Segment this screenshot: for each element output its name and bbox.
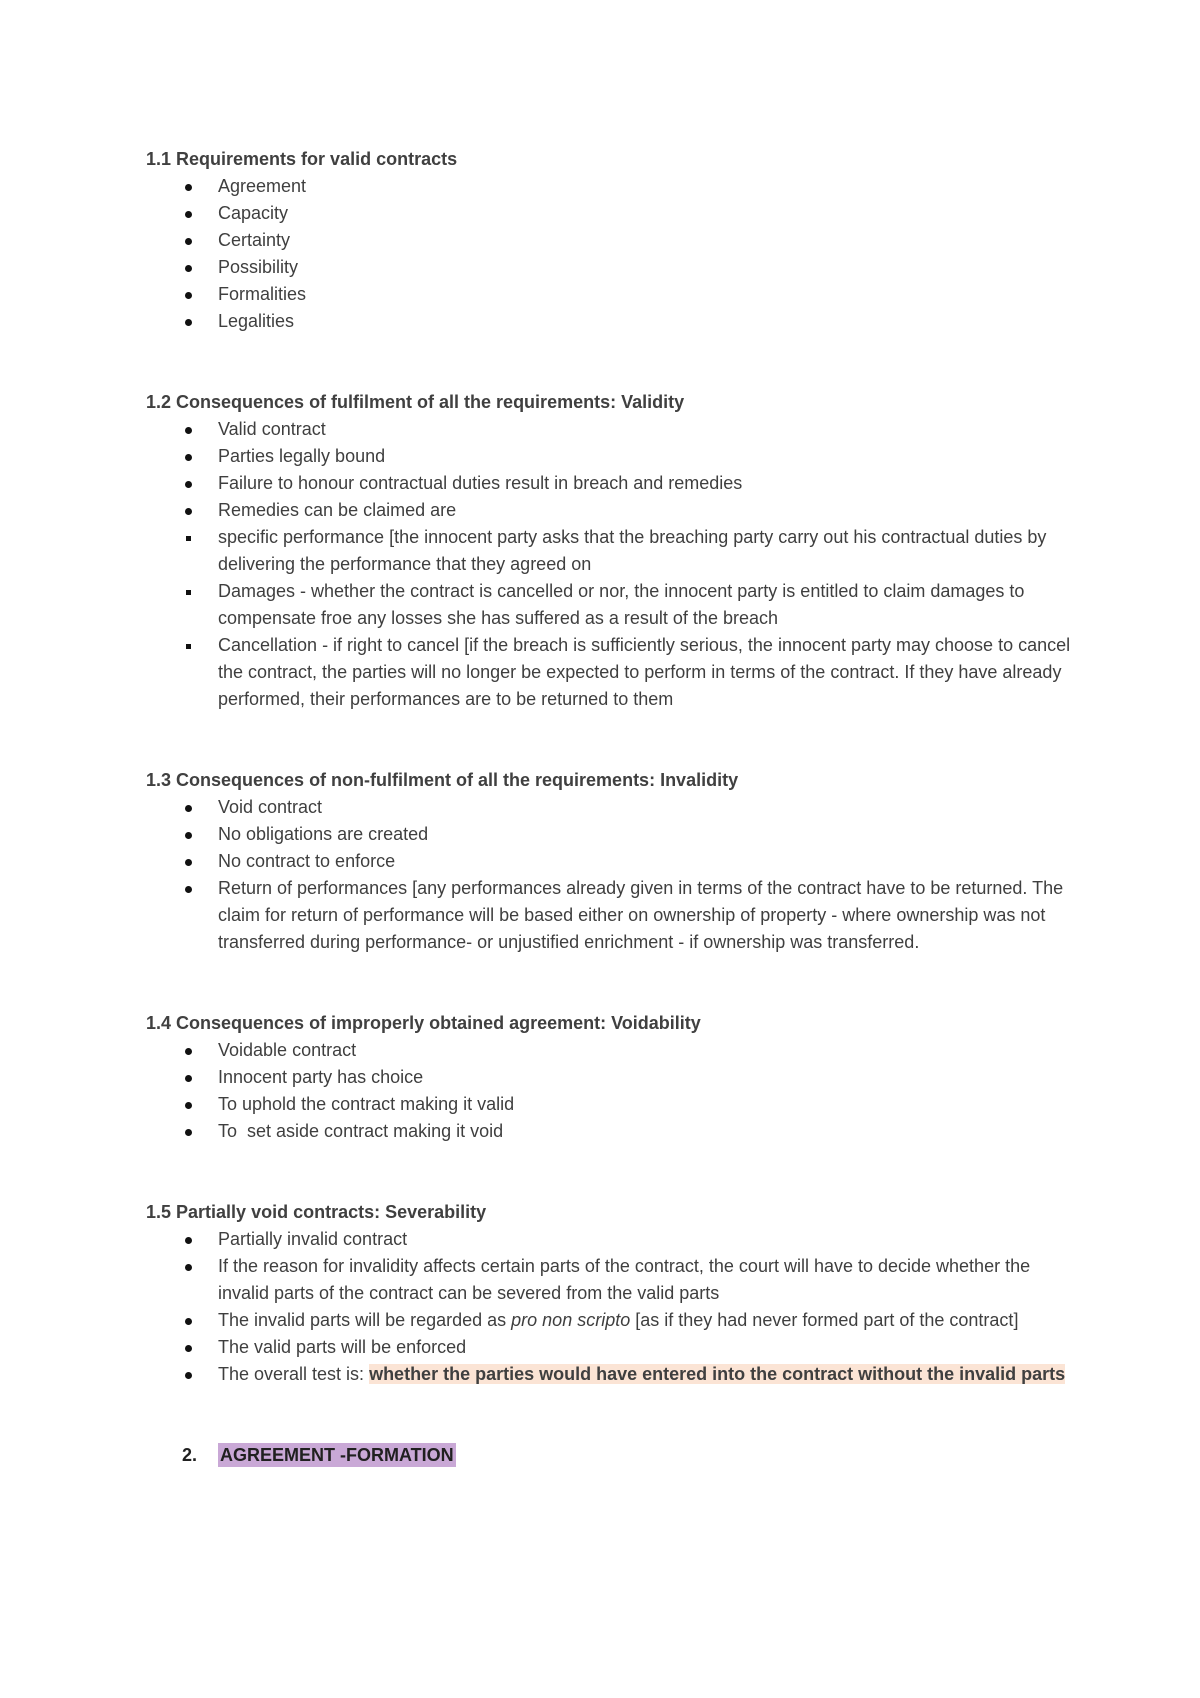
list-item: Failure to honour contractual duties result in breach and remedies (146, 470, 1076, 497)
bullet-icon (185, 265, 192, 272)
bullet-icon (185, 454, 192, 461)
bullet-icon (185, 886, 192, 893)
list-item: The valid parts will be enforced (146, 1334, 1076, 1361)
list-item: Voidable contract (146, 1037, 1076, 1064)
bullet-list (146, 416, 1076, 713)
heading-number: 2. (182, 1445, 198, 1465)
bullet-icon (185, 1345, 192, 1352)
square-bullet-icon (186, 536, 191, 541)
list-item: Parties legally bound (146, 443, 1076, 470)
bullet-icon (185, 805, 192, 812)
bullet-list (146, 794, 1076, 956)
bullet-icon (185, 508, 192, 515)
bullet-icon (185, 1048, 192, 1055)
list-item: No contract to enforce (146, 848, 1076, 875)
square-bullet-icon (186, 590, 191, 595)
bullet-icon (185, 319, 192, 326)
section-heading: 1.3 Consequences of non-fulfilment of all the requirements: Invalidity (146, 770, 739, 790)
list-item: No obligations are created (146, 821, 1076, 848)
bullet-icon (185, 1102, 192, 1109)
section-heading: 1.4 Consequences of improperly obtained agreement: Voidability (146, 1013, 701, 1033)
list-item: If the reason for invalidity affects certain parts of the contract, the court will have to decide whether the invalid parts of the contract can be severed from the valid parts (146, 1253, 1076, 1307)
bullet-icon (185, 1372, 192, 1379)
list-item: Certainty (146, 227, 1076, 254)
section-1-3 (146, 767, 1076, 956)
bullet-icon (185, 1318, 192, 1325)
bullet-icon (185, 481, 192, 488)
bullet-icon (185, 238, 192, 245)
bullet-icon (185, 427, 192, 434)
list-item: Possibility (146, 254, 1076, 281)
list-item: Formalities (146, 281, 1076, 308)
bullet-icon (185, 832, 192, 839)
bullet-icon (185, 184, 192, 191)
list-item: To set aside contract making it void (146, 1118, 1076, 1145)
bullet-list (146, 173, 1076, 335)
list-item: Cancellation - if right to cancel [if the breach is sufficiently serious, the innocent party may choose to cancel the contract, the parties will no longer be expected to perform in terms of the contract. If they have already performed, their performances are to be returned to them (146, 632, 1076, 713)
section-1-5 (146, 1199, 1076, 1388)
list-item: Innocent party has choice (146, 1064, 1076, 1091)
square-bullet-icon (186, 644, 191, 649)
list-item: The invalid parts will be regarded as pro non scripto [as if they had never formed part of the contract] (146, 1307, 1076, 1334)
section-1-1 (146, 146, 1076, 335)
heading-text: AGREEMENT -FORMATION (220, 1445, 454, 1465)
list-item: Partially invalid contract (146, 1226, 1076, 1253)
list-item: The overall test is: whether the parties would have entered into the contract without the invalid parts (146, 1361, 1076, 1388)
section-1-4 (146, 1010, 1076, 1145)
list-item: Void contract (146, 794, 1076, 821)
bullet-icon (185, 859, 192, 866)
list-item: To uphold the contract making it valid (146, 1091, 1076, 1118)
bullet-icon (185, 1129, 192, 1136)
numbered-heading (146, 1442, 1076, 1469)
section-heading: 1.2 Consequences of fulfilment of all the requirements: Validity (146, 392, 685, 412)
list-item: Legalities (146, 308, 1076, 335)
document-content (146, 146, 1076, 1469)
bullet-icon (185, 1264, 192, 1271)
bullet-icon (185, 292, 192, 299)
latin-term: pro non scripto (511, 1310, 631, 1330)
bullet-icon (185, 1075, 192, 1082)
section-heading: 1.5 Partially void contracts: Severability (146, 1202, 487, 1222)
list-item: Return of performances [any performances already given in terms of the contract have to be returned. The claim for return of performance will be based either on ownership of property - where ownership was not transferred during performance- or unjustified enrichment - if ownership was transferred. (146, 875, 1076, 956)
bullet-icon (185, 211, 192, 218)
list-item: Damages - whether the contract is cancelled or nor, the innocent party is entitled to claim damages to compensate froe any losses she has suffered as a result of the breach (146, 578, 1076, 632)
list-item: specific performance [the innocent party asks that the breaching party carry out his contractual duties by delivering the performance that they agreed on (146, 524, 1076, 578)
section-1-2 (146, 389, 1076, 713)
bullet-list (146, 1226, 1076, 1388)
list-item: Agreement (146, 173, 1076, 200)
bullet-icon (185, 1237, 192, 1244)
bullet-list (146, 1037, 1076, 1145)
section-heading: 1.1 Requirements for valid contracts (146, 149, 458, 169)
list-item: Capacity (146, 200, 1076, 227)
list-item: Valid contract (146, 416, 1076, 443)
highlighted-test: whether the parties would have entered into the contract without the invalid parts (369, 1364, 1066, 1384)
list-item: Remedies can be claimed are (146, 497, 1076, 524)
